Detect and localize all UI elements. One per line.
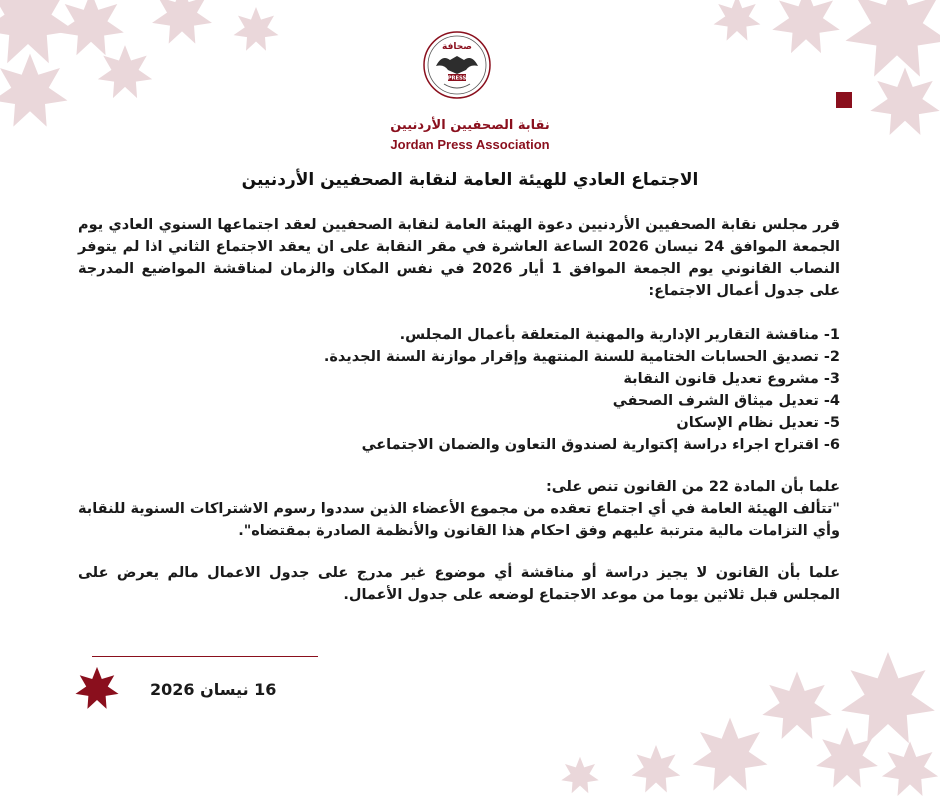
- page-title: الاجتماع العادي للهيئة العامة لنقابة الصحفيين الأردنيين: [241, 170, 699, 190]
- org-name-english: Jordan Press Association: [390, 137, 550, 152]
- agenda-item: 2- تصديق الحسابات الختامية للسنة المنتهية وإقرار موازنة السنة الجديدة.: [323, 349, 840, 365]
- background-star-icon: [232, 6, 280, 54]
- logo-arabic-text: صحافة: [442, 42, 472, 52]
- background-star-icon: [770, 0, 842, 58]
- announcement-body: [78, 214, 840, 606]
- background-star-icon: [814, 726, 880, 792]
- law-intro: علما بأن المادة 22 من القانون تنص على:: [545, 479, 840, 495]
- law-quote: "تتألف الهيئة العامة في أي اجتماع تعقده من مجموع الأعضاء الذين سددوا رسوم الاشتراكات السنوية للنقابة وأي التزامات مالية مترتبة عليهم وفق احكام هذا القانون والأنظمة الصادرة بمقتضاه".: [78, 501, 840, 539]
- agenda-item: 4- تعديل ميثاق الشرف الصحفي: [612, 393, 840, 409]
- signature-divider: [92, 656, 318, 657]
- background-star-icon: [690, 716, 770, 796]
- press-emblem-icon: [422, 30, 492, 100]
- background-star-icon: [880, 740, 940, 800]
- logo-english-text: PRESS: [447, 75, 467, 82]
- agenda-item: 3- مشروع تعديل قانون النقابة: [623, 371, 840, 387]
- agenda-item: 5- تعديل نظام الإسكان: [676, 415, 840, 431]
- announcement-date: 16 نيسان 2026: [150, 680, 277, 699]
- agenda-item: 6- اقتراح اجراء دراسة إكتوارية لصندوق التعاون والضمان الاجتماعي: [361, 437, 840, 453]
- closing-note: علما بأن القانون لا يجيز دراسة أو مناقشة أي موضوع غير مدرج على جدول الاعمال مالم يعرض على المجلس قبل ثلاثين يوما من موعد الاجتماع لوضعه على جدول الأعمال.: [78, 565, 840, 603]
- jordan-star-icon: [74, 666, 120, 712]
- background-star-icon: [150, 0, 214, 48]
- agenda-list: [78, 324, 840, 456]
- background-star-icon: [630, 744, 682, 796]
- agenda-item: 1- مناقشة التقارير الإدارية والمهنية المتعلقة بأعمال المجلس.: [399, 327, 840, 343]
- org-name-arabic: نقابة الصحفيين الأردنيين: [390, 118, 550, 133]
- background-star-icon: [712, 0, 762, 44]
- background-star-icon: [560, 756, 600, 796]
- square-marker-icon: [836, 92, 852, 108]
- background-star-icon: [96, 44, 154, 102]
- intro-paragraph: قرر مجلس نقابة الصحفيين الأردنيين دعوة الهيئة العامة لنقابة الصحفيين لعقد اجتماعها السنوي العادي يوم الجمعة الموافق 24 نيسان 2026 الساعة العاشرة في مقر النقابة على ان يعقد الاجتماع الثاني اذا لم يتوفر النصاب القانوني يوم الجمعة الموافق 1 أيار 2026 في نفس المكان والزمان لمناقشة المواضيع المدرجة على جدول أعمال الاجتماع:: [78, 217, 840, 299]
